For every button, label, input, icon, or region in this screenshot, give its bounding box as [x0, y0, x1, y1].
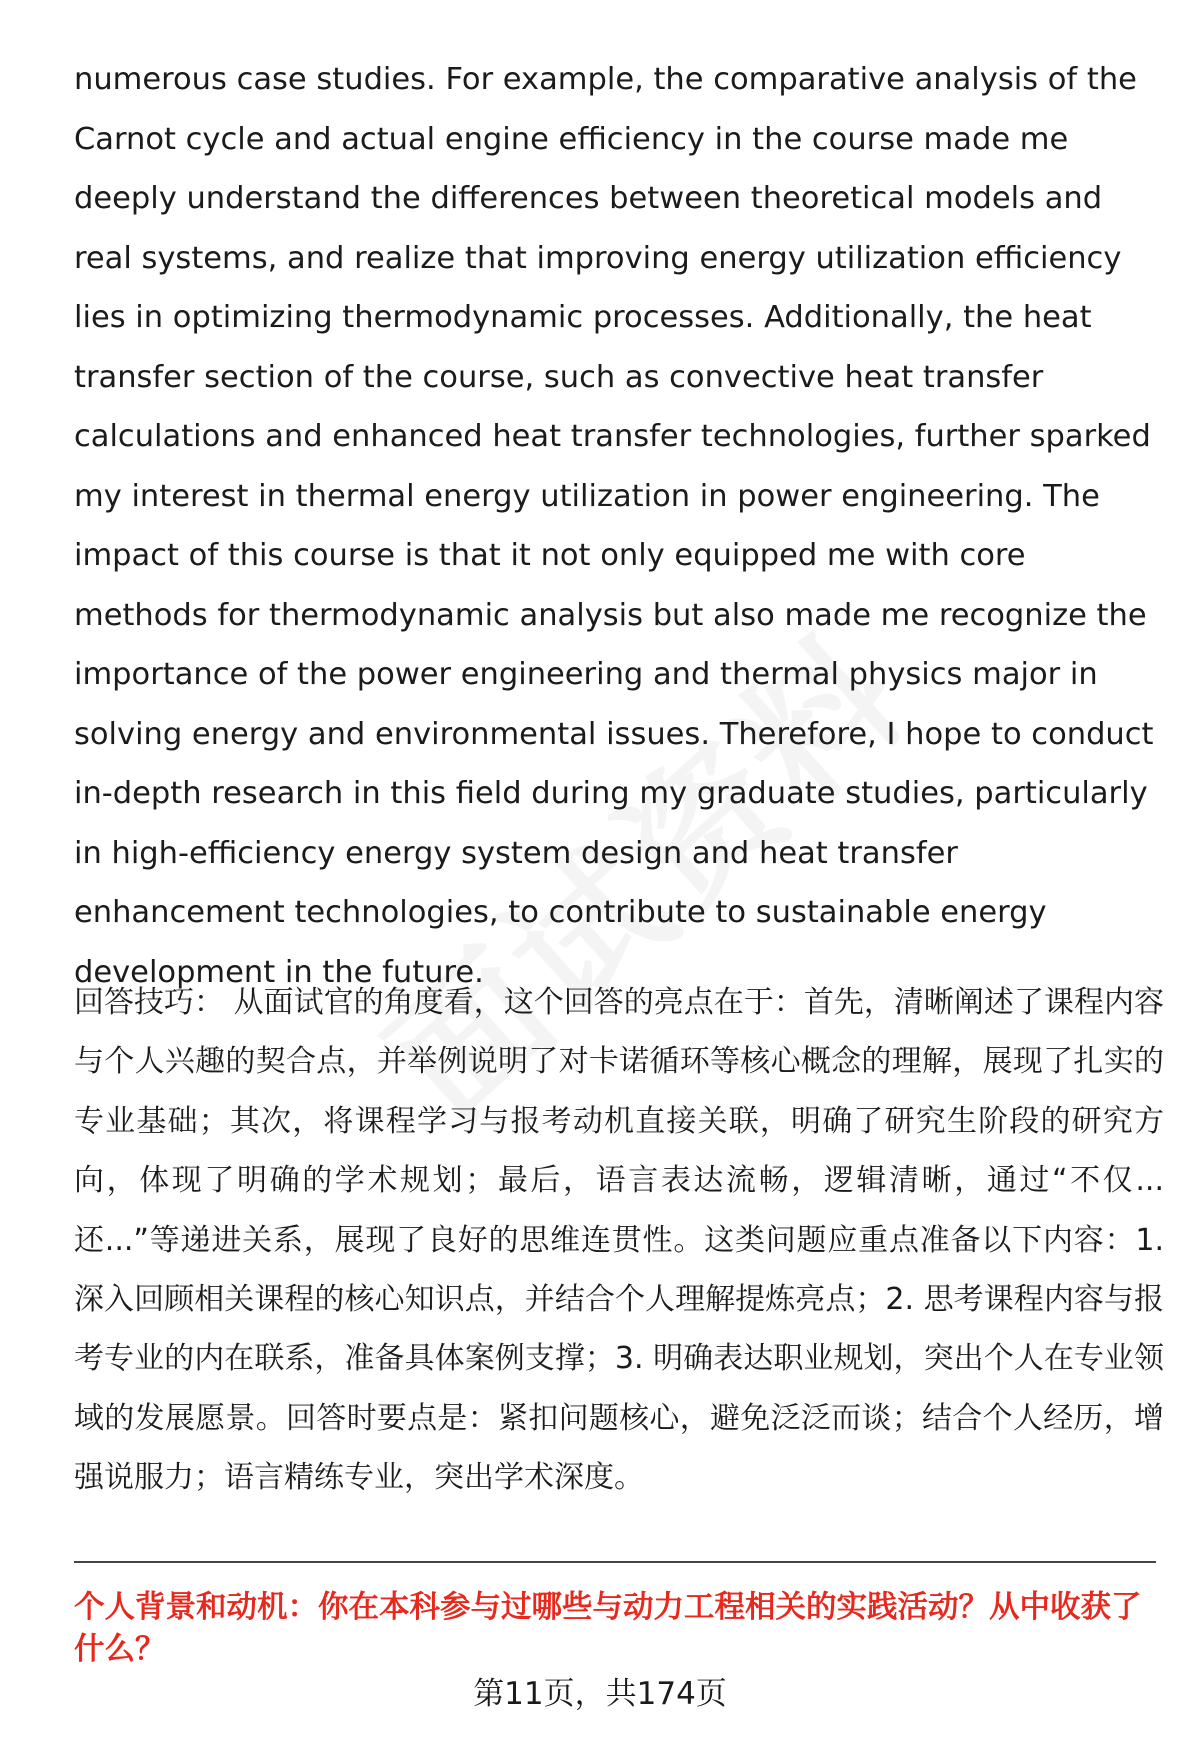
- answer-paragraph: numerous case studies. For example, the comparative analysis of the Carnot cycle and actual engine efficiency in the course made me deeply understand the differences between theoretical models and real systems, and realize that improving energy utilization efficiency lies in optimizing thermodynamic processes. Additionally, the heat transfer section of the course, such as convective heat transfer calculations and enhanced heat transfer technologies, further sparked my interest in thermal energy utilization in power engineering. The impact of this course is that it not only equipped me with core methods for thermodynamic analysis but also made me recognize the importance of the power engineering and thermal physics major in solving energy and environmental issues. Therefore, I hope to conduct in-depth research in this field during my graduate studies, particularly in high-efficiency energy system design and heat transfer enhancement technologies, to contribute to sustainable energy development in the future.: [74, 62, 1154, 990]
- next-question-heading: 个人背景和动机：你在本科参与过哪些与动力工程相关的实践活动？从中收获了什么？: [74, 1590, 1142, 1667]
- answer-tips-paragraph: 回答技巧： 从面试官的角度看，这个回答的亮点在于：首先，清晰阐述了课程内容与个人兴趣的契合点，并举例说明了对卡诺循环等核心概念的理解，展现了扎实的专业基础；其次，将课程学习与报考动机直接关联，明确了研究生阶段的研究方向，体现了明确的学术规划；最后，语言表达流畅，逻辑清晰，通过“不仅...还...”等递进关系，展现了良好的思维连贯性。这类问题应重点准备以下内容：1. 深入回顾相关课程的核心知识点，并结合个人理解提炼亮点；2. 思考课程内容与报考专业的内在联系，准备具体案例支撑；3. 明确表达职业规划，突出个人在专业领域的发展愿景。回答时要点是：紧扣问题核心，避免泛泛而谈；结合个人经历，增强说服力；语言精练专业，突出学术深度。: [74, 985, 1164, 1496]
- page-number: 第11页，共174页: [473, 1676, 727, 1712]
- section-divider: [74, 1561, 1156, 1563]
